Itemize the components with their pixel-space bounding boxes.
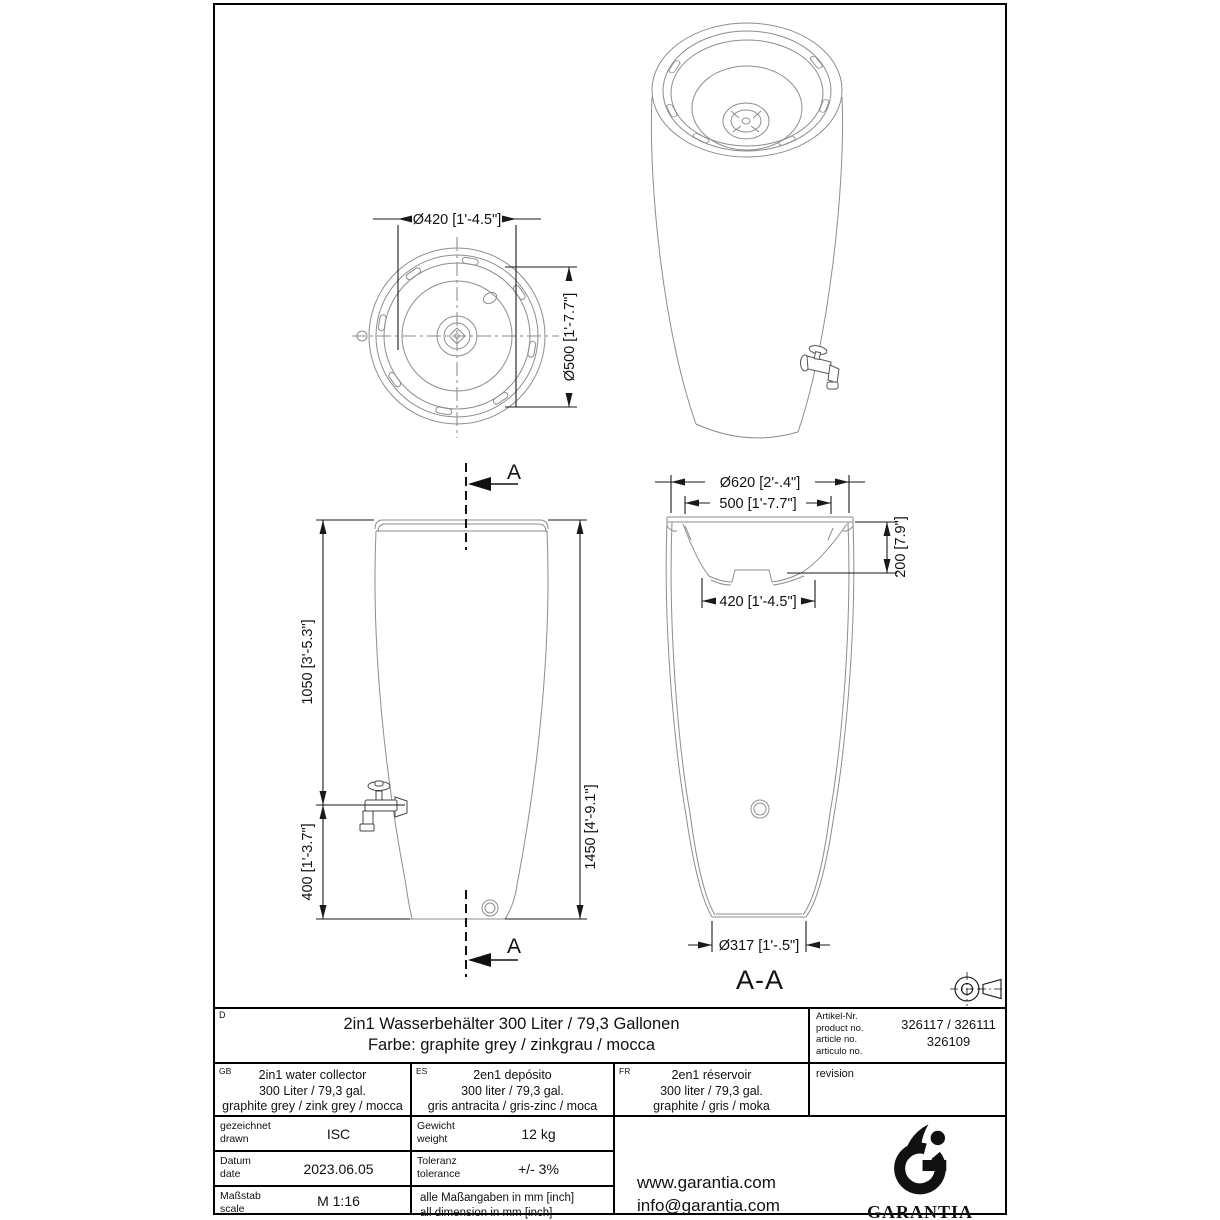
section-view <box>666 517 854 917</box>
drawing-subtitle: Farbe: graphite grey / zinkgrau / mocca <box>367 1036 656 1054</box>
weight-label-en: weight <box>417 1133 448 1145</box>
dim-label-section-bowl: 420 [1'-4.5"] <box>719 594 797 610</box>
section-label: A-A <box>735 965 785 995</box>
dim-label-top-diameter: Ø420 [1'-4.5"] <box>412 212 502 228</box>
lang-code-es: ES <box>416 1066 428 1076</box>
lang-es-line1: 2en1 depósito <box>473 1068 552 1082</box>
front-view-dimensions <box>300 520 599 919</box>
drawing-frame <box>213 3 1007 1220</box>
article-numbers-line2: 326109 <box>926 1034 971 1049</box>
weight-value: 12 kg <box>521 1125 556 1142</box>
tolerance-label-en: tolerance <box>417 1168 461 1180</box>
date-label-en: date <box>220 1168 241 1180</box>
article-numbers-line1: 326117 / 326111 <box>901 1017 996 1032</box>
lang-fr-line2: 300 liter / 79,3 gal. <box>660 1083 763 1098</box>
article-label-de: Artikel-Nr. <box>816 1011 858 1022</box>
lang-gb-line2: 300 Liter / 79,3 gal. <box>258 1083 367 1098</box>
weight-cell <box>410 1115 613 1150</box>
title-block <box>215 1007 1005 1220</box>
article-number-labels <box>816 1011 864 1057</box>
scale-label-en: scale <box>220 1203 245 1215</box>
contact-info <box>637 1171 780 1217</box>
units-note-cell <box>410 1185 613 1219</box>
weight-label-de: Gewicht <box>417 1120 455 1132</box>
tolerance-label-de: Toleranz <box>417 1155 457 1167</box>
article-label-en2: article no. <box>816 1034 858 1045</box>
website-link[interactable]: www.garantia.com <box>637 1173 776 1192</box>
article-label-es: articulo no. <box>816 1045 863 1057</box>
brand-cell <box>613 1115 1005 1220</box>
lang-gb-line1: 2in1 water collector <box>258 1068 367 1082</box>
dim-label-section-opening: 500 [1'-7.7"] <box>719 496 797 512</box>
section-marker-top: A <box>506 461 522 484</box>
lang-cell-fr <box>613 1062 808 1115</box>
front-view <box>360 520 548 919</box>
dim-label-top-outer-diameter: Ø500 [1'-7.7"] <box>562 292 578 382</box>
revision-cell <box>808 1062 1005 1115</box>
lang-gb-line3: graphite grey / zink grey / mocca <box>222 1099 403 1113</box>
drawn-value: ISC <box>326 1125 351 1142</box>
garantia-wordmark: GARANTIA <box>866 1202 973 1220</box>
lang-es-line3: gris antracita / gris-zinc / moca <box>427 1099 598 1113</box>
scale-label-de: Maßstab <box>220 1190 261 1202</box>
top-view-dimensions <box>373 209 581 407</box>
tolerance-cell <box>410 1150 613 1185</box>
title-cell <box>215 1009 808 1062</box>
dim-label-height-tap: 400 [1'-3.7"] <box>300 823 316 901</box>
date-cell <box>215 1150 410 1185</box>
units-note-de: alle Maßangaben in mm [inch] <box>420 1192 575 1204</box>
date-label-de: Datum <box>220 1155 251 1167</box>
dim-label-section-depth: 200 [7.9"] <box>893 516 909 578</box>
drawing-views <box>215 5 1005 1007</box>
article-number-cell <box>808 1009 1005 1062</box>
dim-label-section-top-diameter: Ø620 [2'-.4"] <box>719 475 801 491</box>
tolerance-value: +/- 3% <box>518 1160 559 1177</box>
drawn-label-de: gezeichnet <box>220 1120 271 1132</box>
revision-label: revision <box>816 1068 854 1080</box>
garantia-logo <box>845 1121 995 1220</box>
lang-cell-es <box>410 1062 613 1115</box>
lang-cell-gb <box>215 1062 410 1115</box>
iso-tap <box>801 344 840 389</box>
lang-code-gb: GB <box>219 1066 232 1076</box>
article-numbers <box>896 1016 1001 1050</box>
dim-label-height-upper: 1050 [3'-5.3"] <box>300 619 316 705</box>
lang-es-line2: 300 liter / 79,3 gal. <box>461 1083 564 1098</box>
drawing-title: 2in1 Wasserbehälter 300 Liter / 79,3 Gallonen <box>343 1015 680 1033</box>
scale-cell <box>215 1185 410 1215</box>
garantia-drop-icon <box>879 1121 961 1199</box>
scale-value: M 1:16 <box>317 1193 360 1209</box>
lang-code-fr: FR <box>619 1066 631 1076</box>
lang-fr-line3: graphite / gris / moka <box>653 1099 770 1113</box>
zone-label: D <box>219 1010 226 1020</box>
drawn-label-en: drawn <box>220 1133 249 1145</box>
front-tap <box>360 781 407 831</box>
units-note-en: all dimension in mm [inch] <box>420 1207 553 1219</box>
isometric-view <box>651 23 842 438</box>
iso-center-cap <box>723 103 769 139</box>
article-label-en: product no. <box>816 1022 864 1034</box>
dim-label-section-base-diameter: Ø317 [1'-.5"] <box>718 938 800 954</box>
date-value: 2023.06.05 <box>303 1160 374 1177</box>
overflow-hole <box>481 290 498 305</box>
lang-fr-line1: 2en1 réservoir <box>671 1068 752 1082</box>
drawn-cell <box>215 1115 410 1150</box>
section-cut-markers <box>466 461 521 977</box>
email-link[interactable]: info@garantia.com <box>637 1196 780 1215</box>
section-marker-bottom: A <box>506 935 522 958</box>
first-angle-projection-icon <box>950 972 1005 1006</box>
dim-label-height-total: 1450 [4'-9.1"] <box>583 784 599 870</box>
